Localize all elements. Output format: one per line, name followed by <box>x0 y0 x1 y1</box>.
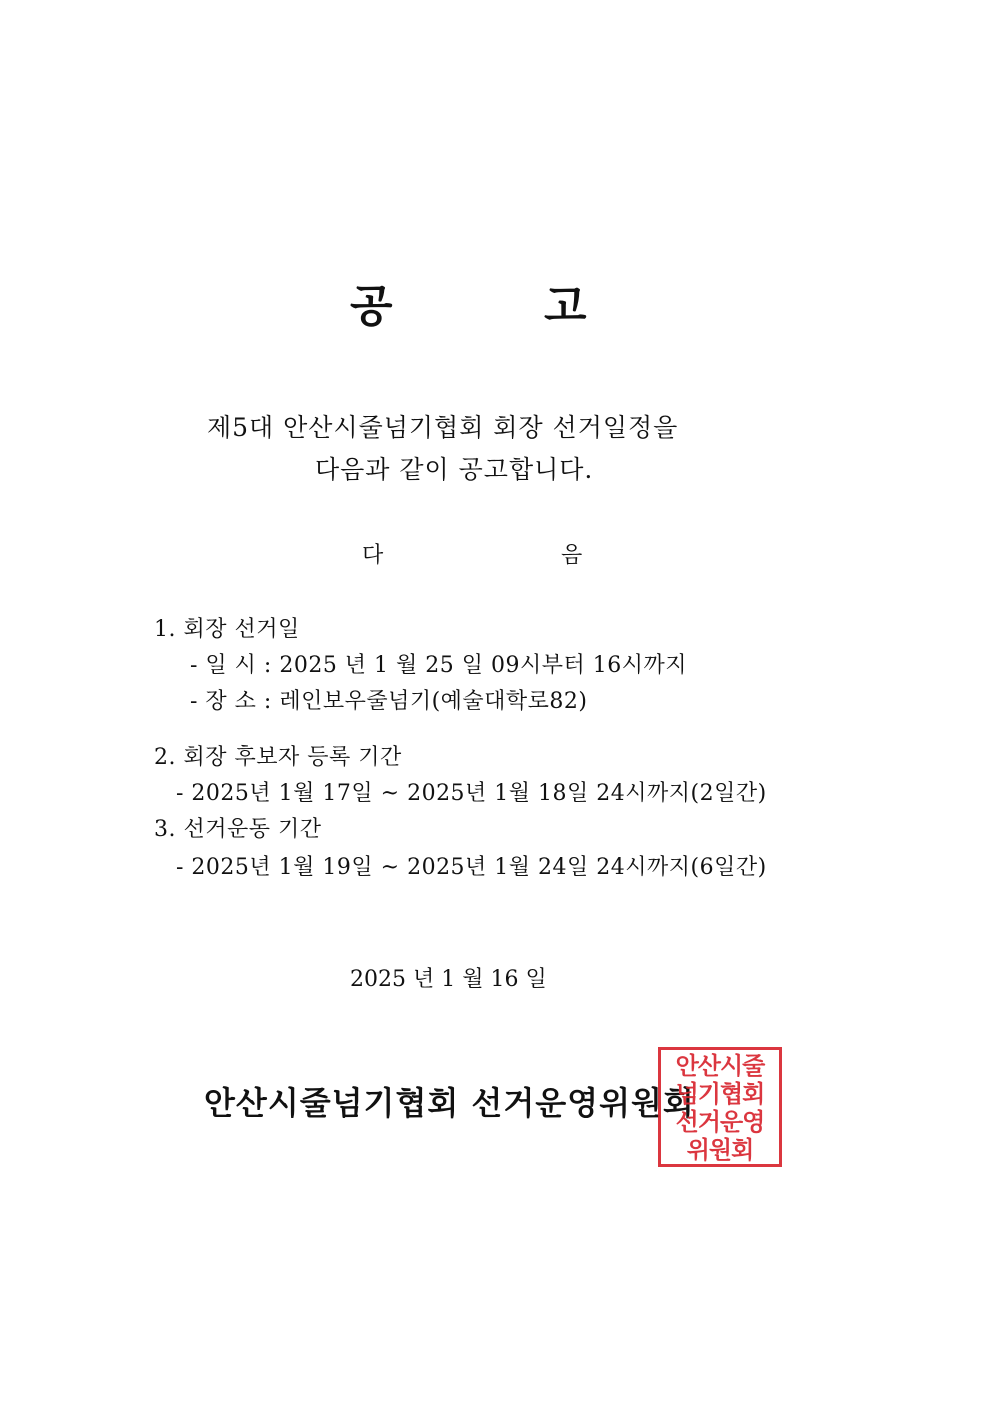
da-eum-left: 다 <box>362 543 384 568</box>
seal-row-3: 선거운영 <box>675 1108 765 1136</box>
section-1-item-1: - 일 시 : 2025 년 1 월 25 일 09시부터 16시까지 <box>190 653 688 678</box>
notice-date: 2025 년 1 월 16 일 <box>350 967 547 992</box>
intro-line-1: 제5대 안산시줄넘기협회 회장 선거일정을 <box>207 413 679 442</box>
intro-line-2: 다음과 같이 공고합니다. <box>315 455 594 484</box>
section-3-item-1: - 2025년 1월 19일 ~ 2025년 1월 24일 24시까지(6일간) <box>176 855 767 880</box>
seal-row-1: 안산시줄 <box>675 1052 765 1080</box>
section-1-heading: 1. 회장 선거일 <box>154 617 300 642</box>
issuer-name: 안산시줄넘기협회 선거운영위원회 <box>204 1084 695 1122</box>
title-char-1: 공 <box>350 281 393 332</box>
official-seal <box>658 1047 782 1167</box>
section-3-heading: 3. 선거운동 기간 <box>154 817 322 842</box>
da-eum-right: 음 <box>561 543 583 568</box>
section-2-item-1: - 2025년 1월 17일 ~ 2025년 1월 18일 24시까지(2일간) <box>176 781 767 806</box>
seal-row-4: 위원회 <box>686 1136 754 1164</box>
section-1-item-2: - 장 소 : 레인보우줄넘기(예술대학로82) <box>190 689 588 714</box>
seal-row-2: 넘기협회 <box>675 1080 765 1108</box>
section-2-heading: 2. 회장 후보자 등록 기간 <box>154 745 402 770</box>
title-char-2: 고 <box>544 281 587 332</box>
